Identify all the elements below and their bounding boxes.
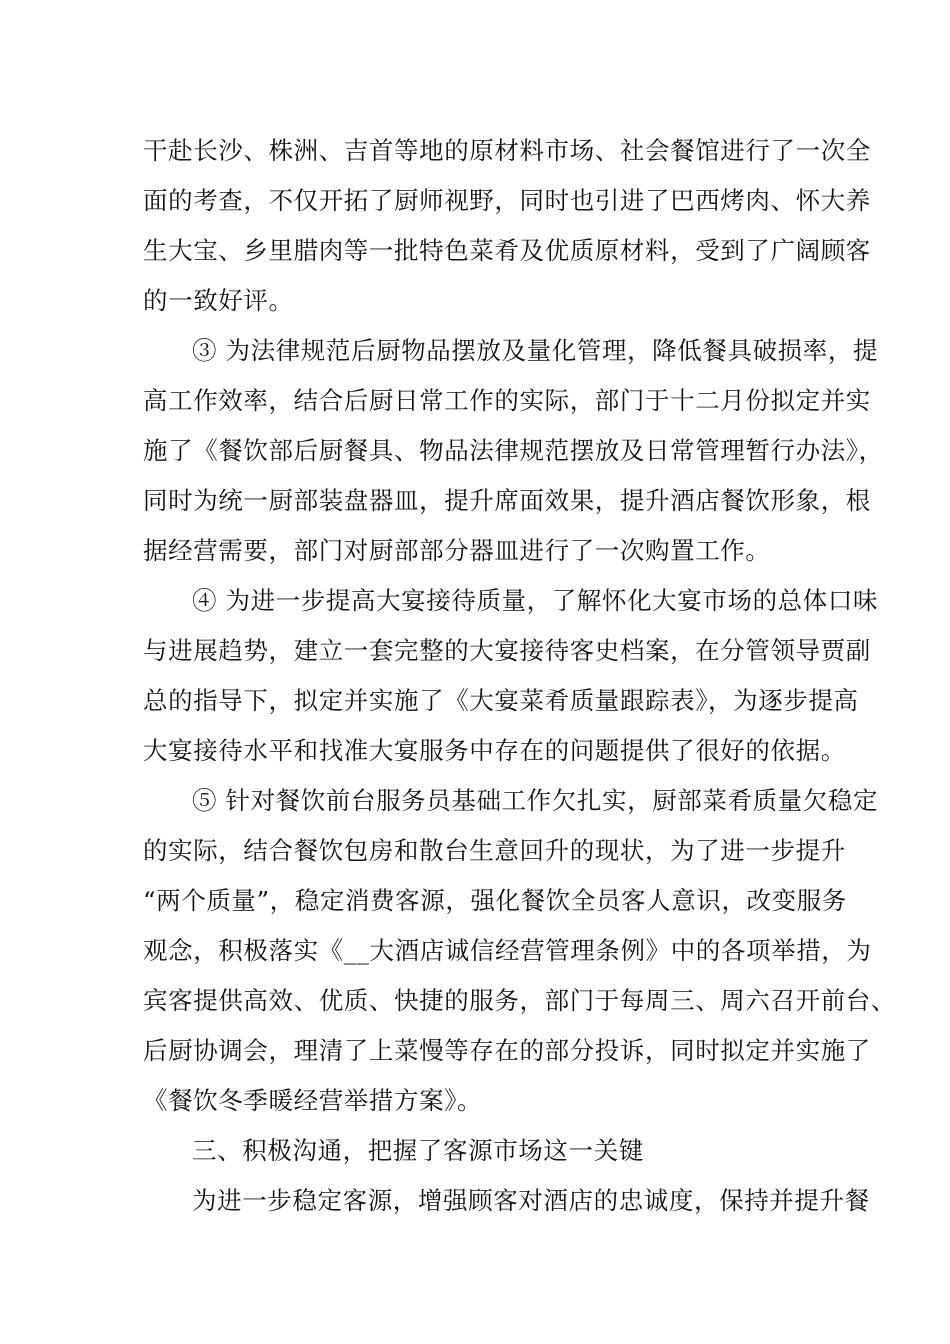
- text-line: 观念，积极落实《__大酒店诚信经营管理条例》中的各项举措，为: [143, 936, 872, 965]
- text-line: ⑤ 针对餐饮前台服务员基础工作欠扎实，厨部菜肴质量欠稳定: [192, 786, 879, 815]
- text-line: ④ 为进一步提高大宴接待质量，了解怀化大宴市场的总体口味: [192, 586, 879, 615]
- text-line: 《餐饮冬季暖经营举措方案》。: [143, 1086, 483, 1115]
- text-line: 的实际，结合餐饮包房和散台生意回升的现状，为了进一步提升: [143, 836, 846, 865]
- text-line: 与进展趋势，建立一套完整的大宴接待客史档案，在分管领导贾副: [143, 636, 871, 665]
- section-heading: 三、积极沟通，把握了客源市场这一关键: [192, 1136, 644, 1165]
- text-line: 的一致好评。: [143, 286, 294, 315]
- text-line: 为进一步稳定客源，增强顾客对酒店的忠诚度，保持并提升餐: [192, 1186, 870, 1215]
- text-line: 宾客提供高效、优质、快捷的服务，部门于每周三、周六召开前台、: [143, 986, 896, 1015]
- text-line: 生大宝、乡里腊肉等一批特色菜肴及优质原材料，受到了广阔顾客: [143, 236, 871, 265]
- text-line: 高工作效率，结合后厨日常工作的实际，部门于十二月份拟定并实: [143, 386, 871, 415]
- text-line: 总的指导下，拟定并实施了《大宴菜肴质量跟踪表》，为逐步提高: [143, 686, 859, 715]
- text-line: ③ 为法律规范后厨物品摆放及量化管理，降低餐具破损率，提: [192, 336, 879, 365]
- text-line: “两个质量”，稳定消费客源，强化餐饮全员客人意识，改变服务: [143, 886, 847, 915]
- text-line: 施了《餐饮部后厨餐具、物品法律规范摆放及日常管理暂行办法》，: [143, 436, 884, 465]
- text-line: 后厨协调会，理清了上菜慢等存在的部分投诉，同时拟定并实施了: [143, 1036, 871, 1065]
- text-line: 据经营需要，部门对厨部部分器皿进行了一次购置工作。: [143, 536, 771, 565]
- text-line: 大宴接待水平和找准大宴服务中存在的问题提供了很好的依据。: [143, 736, 846, 765]
- text-line: 干赴长沙、株洲、吉首等地的原材料市场、社会餐馆进行了一次全: [143, 136, 871, 165]
- text-line: 同时为统一厨部装盘器皿，提升席面效果，提升酒店餐饮形象，根: [143, 486, 871, 515]
- text-line: 面的考查，不仅开拓了厨师视野，同时也引进了巴西烤肉、怀大养: [143, 186, 871, 215]
